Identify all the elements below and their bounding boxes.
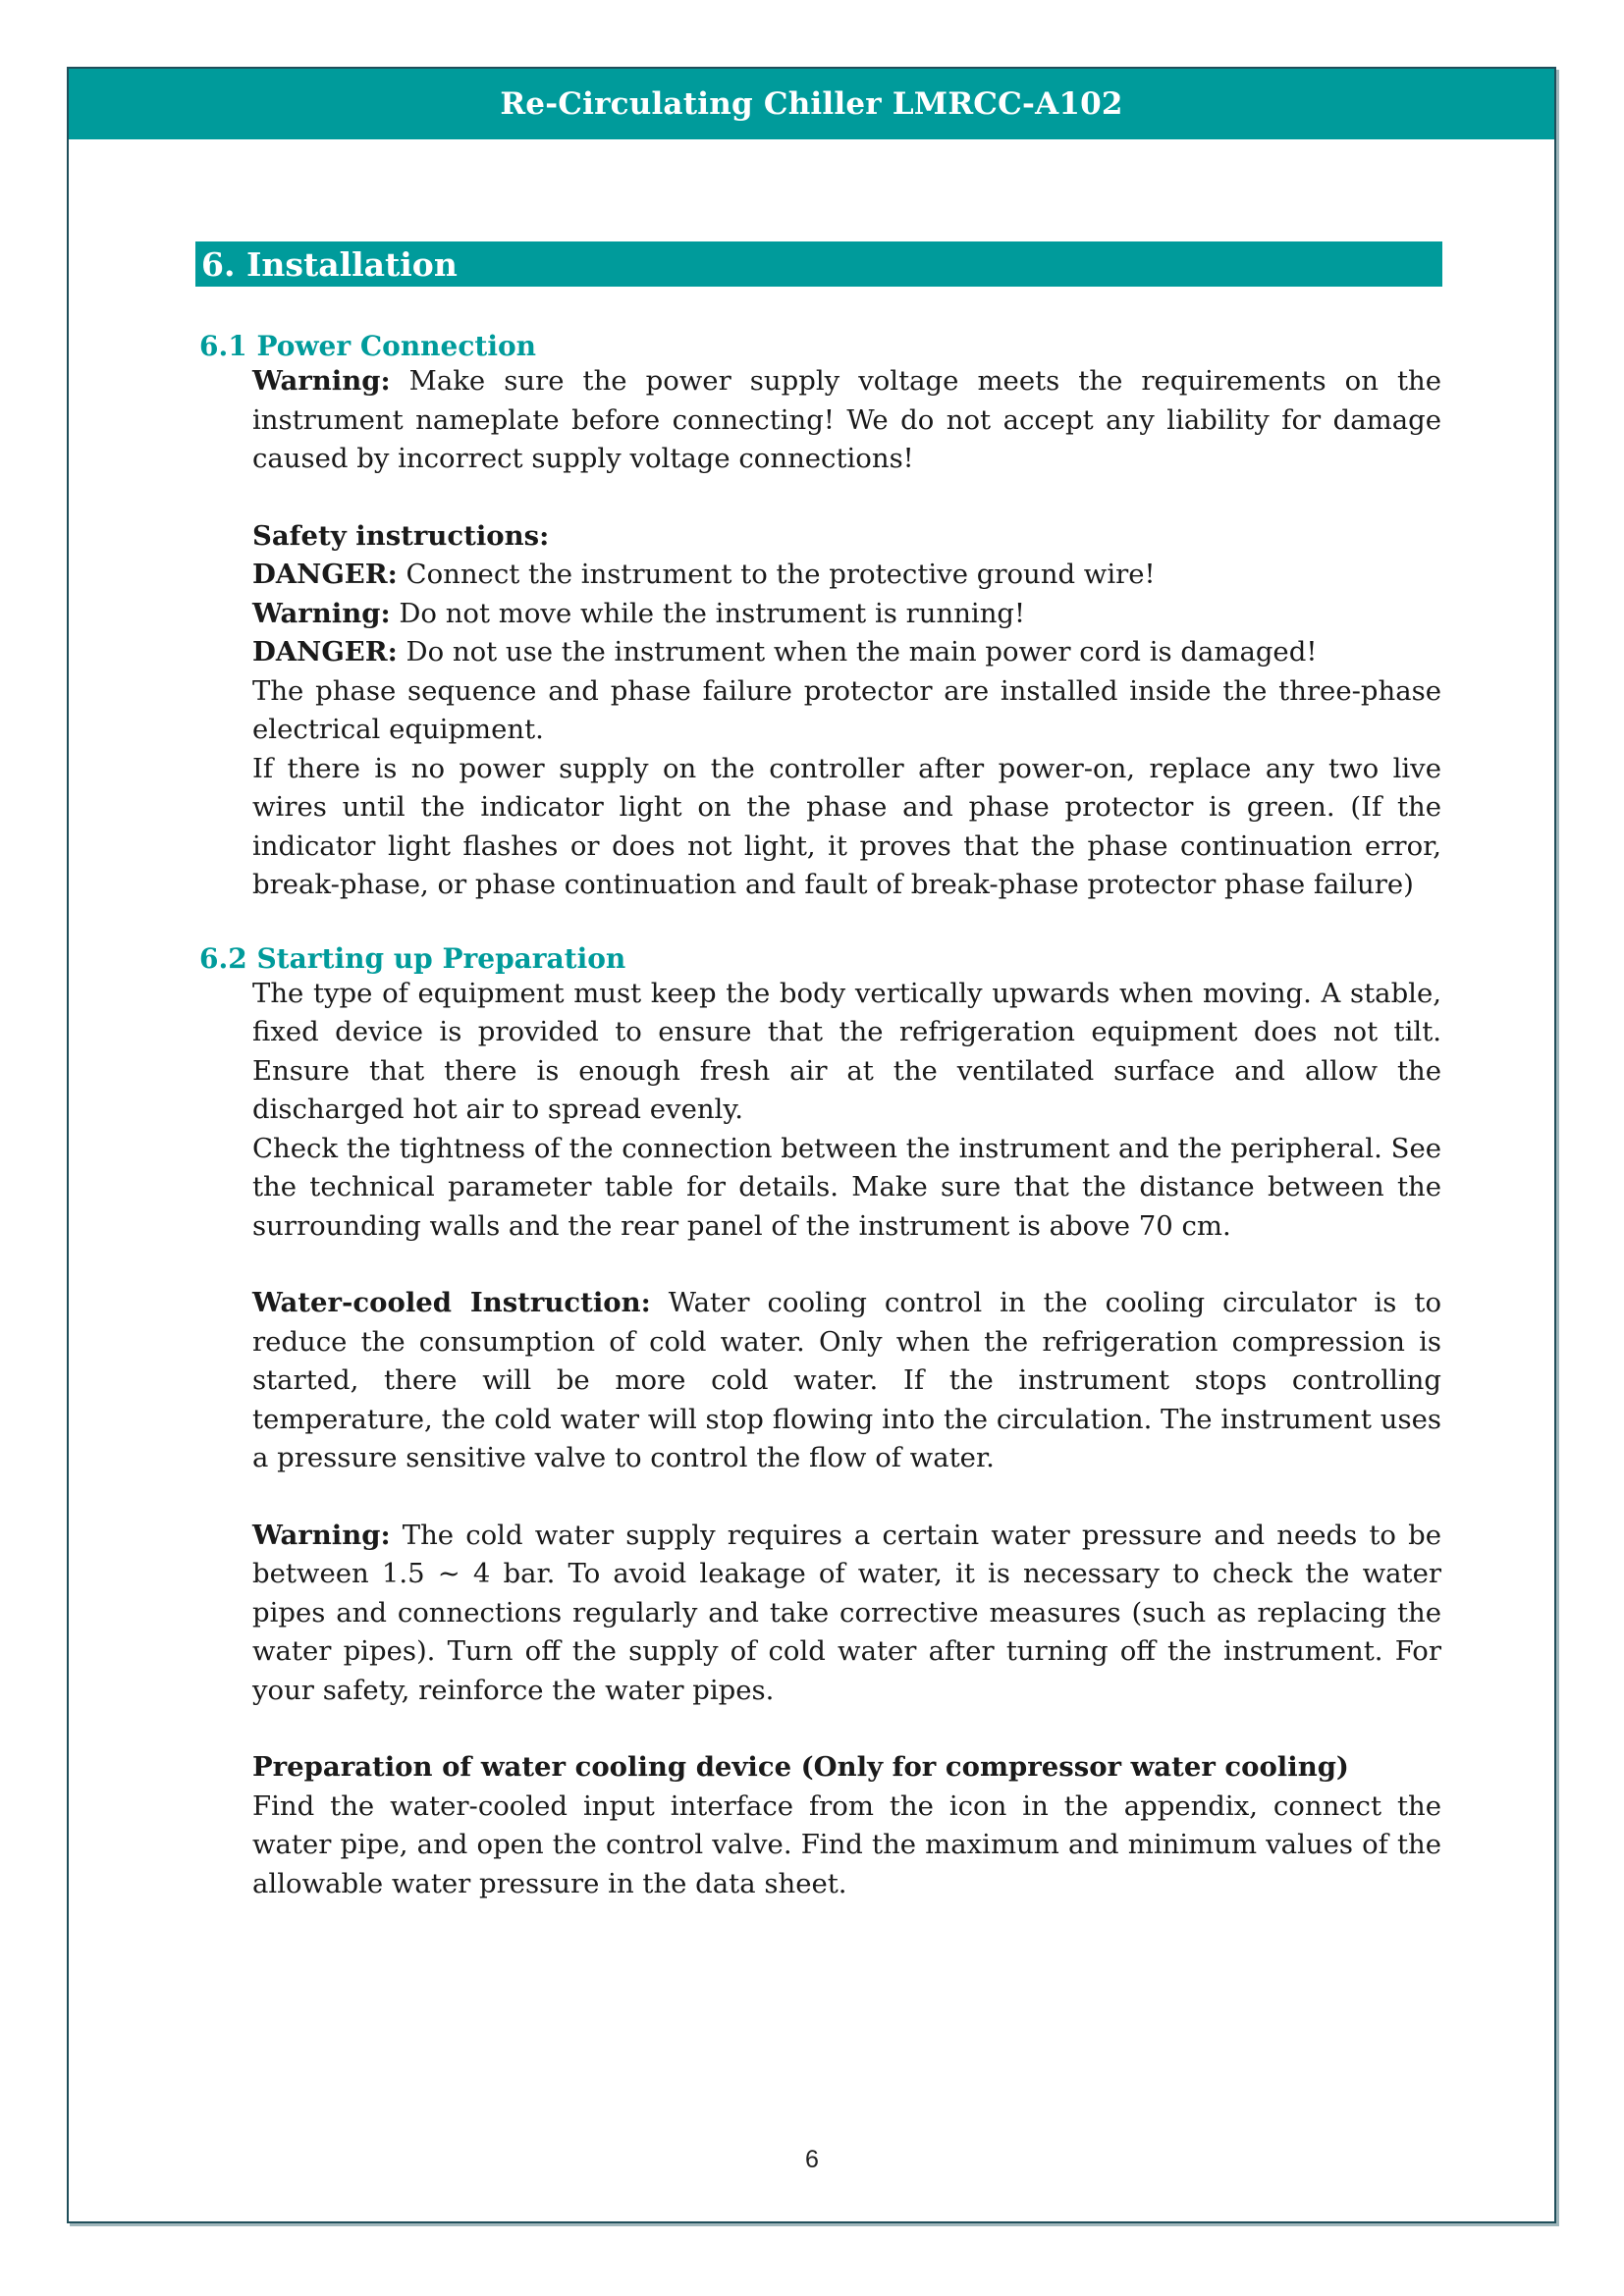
- water-cooling-prep-paragraph: Find the water-cooled input interface from the icon in the appendix, connect the water pipe, and open the control valve. Find the maximum and minimum values of the allowable water pressure in the data sheet.: [252, 1789, 1441, 1899]
- section-heading-bar: [195, 241, 1442, 287]
- moving-paragraph: The type of equipment must keep the body vertically upwards when moving. A stable, fixed device is provided to ensure that the refrigeration equipment does not tilt. Ensure that there is enough fresh air at the ventilated surface and allow the discharged hot air to spread evenly.: [252, 977, 1441, 1125]
- danger-label: DANGER:: [252, 559, 398, 590]
- danger-cord-line: [252, 633, 1441, 672]
- header-bar: [69, 69, 1554, 139]
- water-cooled-text: Water cooling control in the cooling circulator is to reduce the consumption of cold water. Only when the refrigeration compression is started, there will be more cold water. If the instrument stops controlling temperature, the cold water will stop flowing into the circulation. The instrument uses a pressure sensitive valve to control the flow of water.: [252, 1287, 1442, 1473]
- water-cooled-label: Water-cooled Instruction:: [252, 1287, 651, 1318]
- warning-text: The cold water supply requires a certain water pressure and needs to be between 1.5 ~ 4 bar. To avoid leakage of water, it is necessary to check the water pipes and connections regularly and take corrective measures (such as replacing the water pipes). Turn off the supply of cold water after turning off the instrument. For your safety, reinforce the water pipes.: [252, 1519, 1441, 1706]
- water-cooled-paragraph: [252, 1284, 1441, 1478]
- power-connection-block: [252, 362, 1441, 905]
- warning-text: Make sure the power supply voltage meets the requirements on the instrument nameplate before connecting! We do not accept any liability for damage caused by incorrect supply voltage connections!: [252, 365, 1441, 474]
- subsection-heading-startup: 6.2 Starting up Preparation: [199, 941, 626, 975]
- page-content: [195, 241, 1442, 1903]
- startup-preparation-block: [252, 975, 1441, 1904]
- page-frame: [67, 67, 1556, 2223]
- section-title: 6. Installation: [201, 244, 458, 284]
- warning-label: Warning:: [252, 597, 391, 629]
- phase-protector-paragraph: The phase sequence and phase failure protector are installed inside the three-phase electrical equipment.: [252, 674, 1441, 745]
- power-warning-paragraph: [252, 362, 1441, 479]
- water-pressure-warning-paragraph: [252, 1517, 1441, 1711]
- danger-text: Do not use the instrument when the main power cord is damaged!: [397, 636, 1318, 667]
- danger-label: DANGER:: [252, 636, 398, 667]
- page-number: 6: [805, 2146, 819, 2173]
- subsection-heading-power: 6.1 Power Connection: [199, 330, 536, 362]
- water-cooling-prep-heading: Preparation of water cooling device (Only for compressor water cooling): [252, 1751, 1349, 1783]
- warning-text: Do not move while the instrument is running!: [390, 597, 1026, 629]
- warning-move-line: [252, 595, 1441, 634]
- warning-label: Warning:: [252, 365, 391, 397]
- danger-text: Connect the instrument to the protective ground wire!: [397, 559, 1156, 590]
- danger-ground-line: [252, 556, 1441, 595]
- tightness-paragraph: Check the tightness of the connection between the instrument and the peripheral. See the technical parameter table for details. Make sure that the distance between the surrounding walls and the rear panel of the instrument is above 70 cm.: [252, 1132, 1441, 1242]
- document-title: Re-Circulating Chiller LMRCC-A102: [500, 86, 1123, 122]
- warning-label: Warning:: [252, 1519, 391, 1551]
- safety-instructions-heading: Safety instructions:: [252, 519, 550, 552]
- no-power-paragraph: If there is no power supply on the controller after power-on, replace any two live wires until the indicator light on the phase and phase protector is green. (If the indicator light flashes or does not light, it proves that the phase continuation error, break-phase, or phase continuation and fault of break-phase protector phase failure): [252, 752, 1441, 900]
